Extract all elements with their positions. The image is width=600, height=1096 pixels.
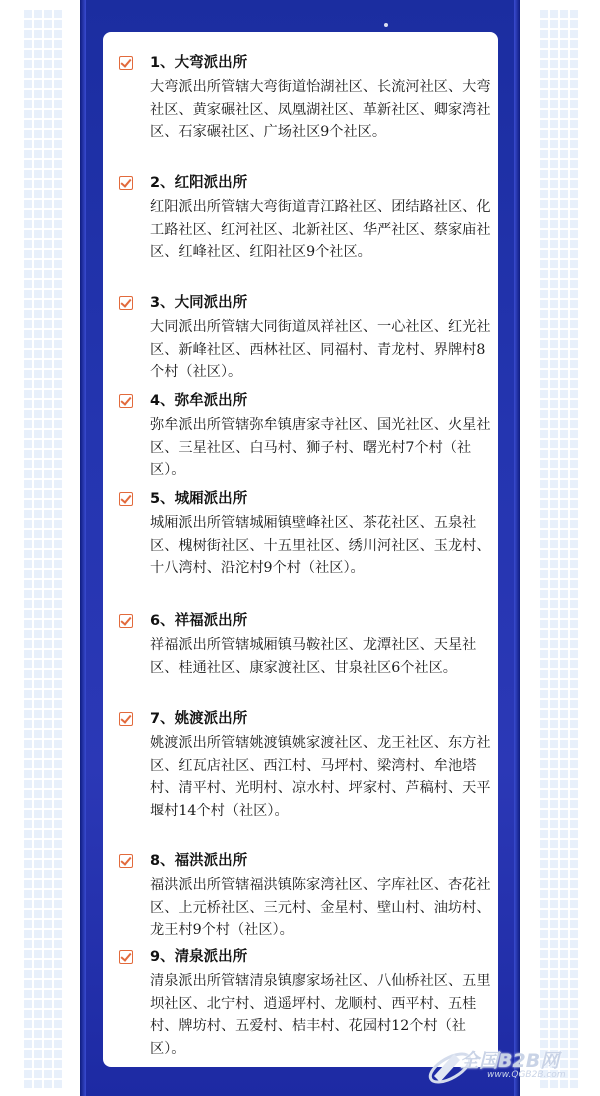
watermark-text: 全国B2B网 xyxy=(460,1050,560,1072)
checkbox-icon xyxy=(119,854,133,868)
item-title: 8、福洪派出所 xyxy=(150,853,248,869)
band-left-edge xyxy=(80,0,86,1096)
checkbox-icon xyxy=(119,950,133,964)
checkbox-icon xyxy=(119,394,133,408)
checkbox-icon xyxy=(119,176,133,190)
right-grid-strip xyxy=(538,8,578,1088)
checkbox-icon xyxy=(119,712,133,726)
checkbox-icon xyxy=(119,56,133,70)
item-body: 城厢派出所管辖城厢镇壁峰社区、茶花社区、五泉社区、槐树街社区、十五里社区、绣川河社区、玉龙村、十八湾村、沿沱村9个村（社区）。 xyxy=(150,515,491,576)
item-title: 2、红阳派出所 xyxy=(150,175,248,191)
item-title: 7、姚渡派出所 xyxy=(150,711,248,727)
item-title: 3、大同派出所 xyxy=(150,295,248,311)
checkbox-icon xyxy=(119,296,133,310)
item-body: 清泉派出所管辖清泉镇廖家场社区、八仙桥社区、五里坝社区、北宁村、逍遥坪村、龙顺村、西平村、五桂村、牌坊村、五爱村、桔丰村、花园村12个村（社区）。 xyxy=(150,973,491,1057)
item-body: 姚渡派出所管辖姚渡镇姚家渡社区、龙王社区、东方社区、红瓦店社区、西江村、马坪村、梁湾村、牟池塔村、清平村、光明村、凉水村、坪家村、芦稿村、天平堰村14个村（社区）。 xyxy=(150,735,491,819)
checkbox-icon xyxy=(119,492,133,506)
item-title: 4、弥牟派出所 xyxy=(150,393,248,409)
band-right-edge xyxy=(514,0,520,1096)
item-body: 红阳派出所管辖大弯街道青江路社区、团结路社区、化工路社区、红河社区、北新社区、华严社区、蔡家庙社区、红峰社区、红阳社区9个社区。 xyxy=(150,199,491,260)
item-body: 大同派出所管辖大同街道凤祥社区、一心社区、红光社区、新峰社区、西林社区、同福村、青龙村、界牌村8个村（社区）。 xyxy=(150,319,491,380)
item-body: 祥福派出所管辖城厢镇马鞍社区、龙潭社区、天星社区、桂通社区、康家渡社区、甘泉社区6个社区。 xyxy=(150,637,477,676)
item-title: 6、祥福派出所 xyxy=(150,613,248,629)
item-body: 福洪派出所管辖福洪镇陈家湾社区、字库社区、杏花社区、上元桥社区、三元村、金星村、壁山村、油坊村、龙王村9个村（社区）。 xyxy=(150,877,491,938)
left-grid-strip xyxy=(22,8,62,1088)
item-body: 弥牟派出所管辖弥牟镇唐家寺社区、国光社区、火星社区、三星社区、白马村、狮子村、曙光村7个村（社区）。 xyxy=(150,417,491,478)
sparkle-dot xyxy=(384,23,388,27)
item-body: 大弯派出所管辖大弯街道怡湖社区、长流河社区、大弯社区、黄家碾社区、凤凰湖社区、革新社区、卿家湾社区、石家碾社区、广场社区9个社区。 xyxy=(150,79,491,140)
item-title: 1、大弯派出所 xyxy=(150,55,248,71)
watermark-url: www.QGB2B.com xyxy=(487,1070,566,1080)
content-card xyxy=(103,32,498,1067)
checkbox-icon xyxy=(119,614,133,628)
item-title: 9、清泉派出所 xyxy=(150,949,248,965)
item-title: 5、城厢派出所 xyxy=(150,491,248,507)
